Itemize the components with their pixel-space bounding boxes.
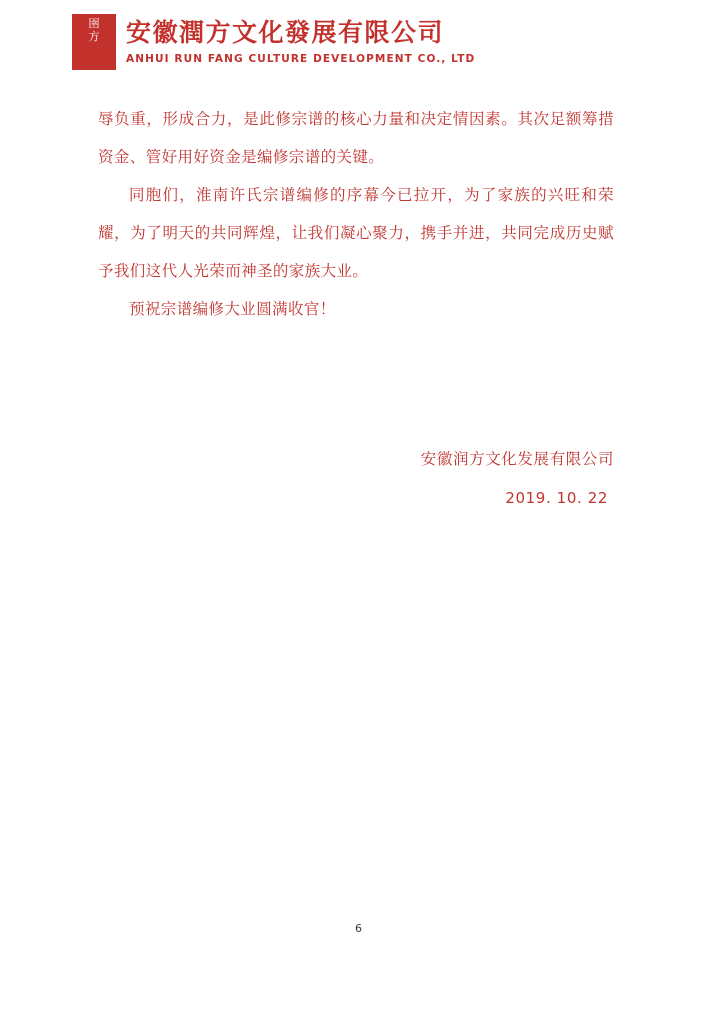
page-number: 6 — [355, 922, 362, 935]
seal-char-2: 方 — [88, 30, 100, 43]
company-name-cn: 安徽潤方文化發展有限公司 — [126, 18, 445, 47]
company-seal-icon — [72, 14, 116, 70]
seal-char-1: 圉 — [88, 17, 100, 30]
signature-company: 安徽润方文化发展有限公司 — [420, 450, 614, 468]
letterhead — [72, 14, 475, 70]
paragraph-1: 辱负重，形成合力，是此修宗谱的核心力量和决定情因素。其次足额筹措资金、管好用好资金是编修宗谱的关键。 — [98, 110, 614, 166]
paragraph-2: 同胞们，淮南许氏宗谱编修的序幕今已拉开，为了家族的兴旺和荣耀，为了明天的共同辉煌，让我们凝心聚力，携手并进，共同完成历史赋予我们这代人光荣而神圣的家族大业。 — [98, 186, 614, 280]
paragraph-3: 预祝宗谱编修大业圆满收官！ — [129, 300, 336, 318]
signature-block — [0, 448, 717, 509]
signature-date: 2019. 10. 22 — [505, 489, 608, 507]
brand-block — [126, 14, 475, 67]
document-body — [98, 100, 614, 328]
company-name-en: ANHUI RUN FANG CULTURE DEVELOPMENT CO., LTD — [126, 53, 476, 65]
